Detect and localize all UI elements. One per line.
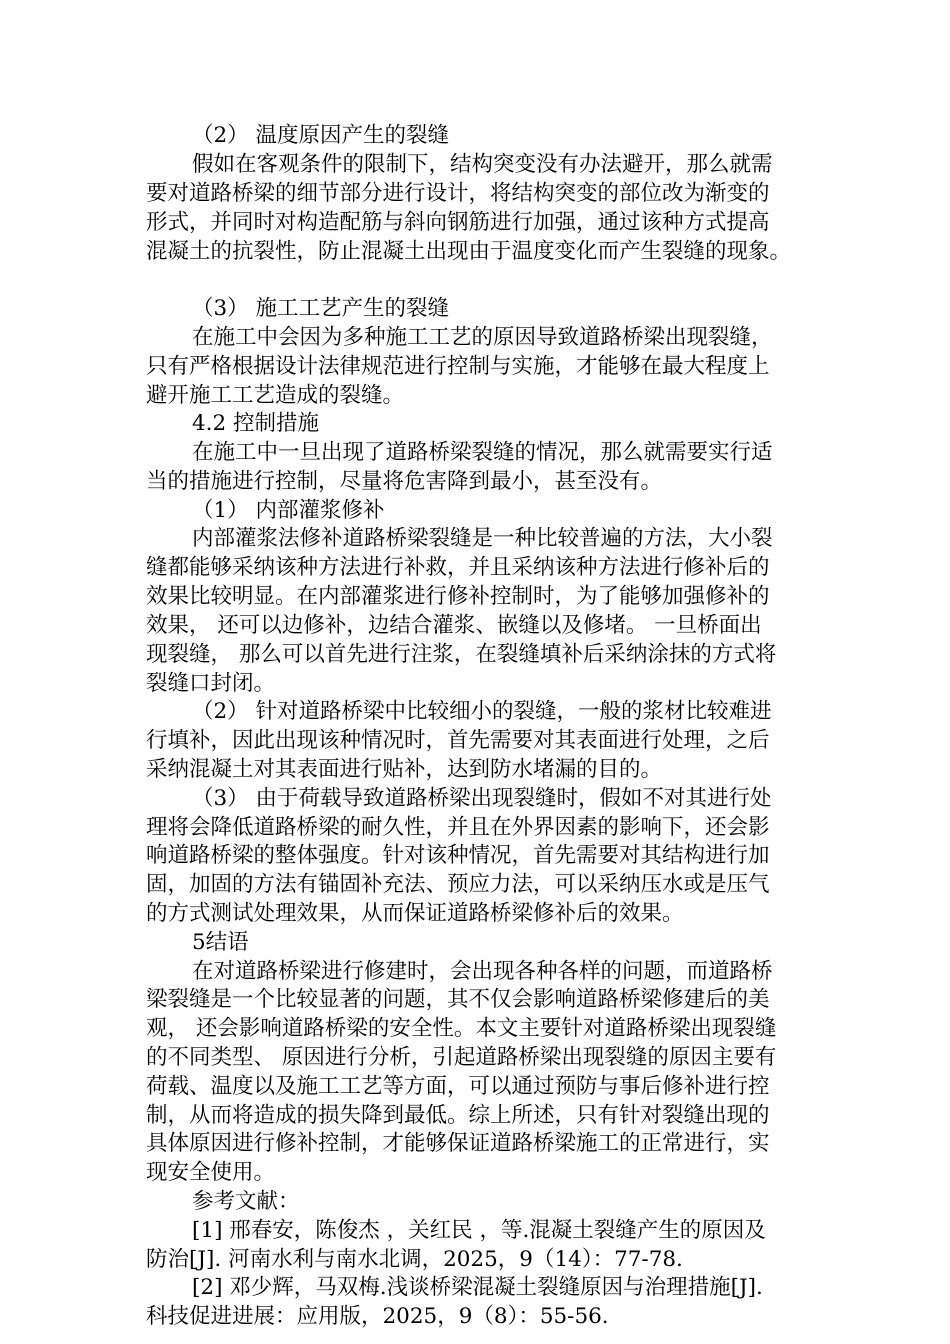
subheading-temperature-cracks: （2） 温度原因产生的裂缝 (192, 123, 450, 148)
text-line: 的方式测试处理效果，从而保证道路桥梁修补后的效果。 (146, 901, 684, 926)
text-line: 避开施工工艺造成的裂缝。 (146, 383, 405, 408)
text-line: 在施工中一旦出现了道路桥梁裂缝的情况，那么就需要实行适 (192, 440, 773, 465)
subheading-internal-grouting: （1） 内部灌浆修补 (192, 498, 385, 523)
text-line: 在施工中会因为多种施工工艺的原因导致道路桥梁出现裂缝， (192, 325, 773, 350)
text-line: 理将会降低道路桥梁的耐久性，并且在外界因素的影响下，还会影 (146, 815, 770, 840)
text-line: 效果比较明显。在内部灌浆进行修补控制时，为了能够加强修补的 (146, 584, 770, 609)
text-line: 梁裂缝是一个比较显著的问题，其不仅会影响道路桥梁修建后的美 (146, 987, 770, 1012)
text-line: 裂缝口封闭。 (146, 671, 276, 696)
text-line: 制，从而将造成的损失降到最低。综上所述，只有针对裂缝出现的 (146, 1103, 770, 1128)
text-line: 行填补，因此出现该种情况时，首先需要对其表面进行处理，之后 (146, 728, 770, 753)
text-line: 具体原因进行修补控制，才能够保证道路桥梁施工的正常进行，实 (146, 1131, 770, 1156)
text-line: 混凝土的抗裂性，防止混凝土出现由于温度变化而产生裂缝的现象。 (146, 239, 792, 264)
text-line: 假如在客观条件的限制下，结构突变没有办法避开，那么就需 (192, 152, 773, 177)
text-line: 固，加固的方法有锚固补充法、预应力法，可以采纳压水或是压气 (146, 872, 770, 897)
text-line: 现安全使用。 (146, 1160, 276, 1185)
text-line: 形式，并同时对构造配筋与斜向钢筋进行加强，通过该种方式提高 (146, 210, 770, 235)
section-heading-conclusion: 5结语 (192, 930, 249, 955)
text-line: 采纳混凝土对其表面进行贴补，达到防水堵漏的目的。 (146, 757, 663, 782)
reference-item-continued: 防治[J]. 河南水利与南水北调，2025，9（14）：77-78. (146, 1247, 683, 1272)
text-line: 在对道路桥梁进行修建时，会出现各种各样的问题，而道路桥 (192, 959, 773, 984)
reference-item: [1] 邢春安，陈俊杰 ，关红民 ，等.混凝土裂缝产生的原因及 (192, 1218, 766, 1243)
text-line: 观， 还会影响道路桥梁的安全性。本文主要针对道路桥梁出现裂缝 (146, 1016, 777, 1041)
text-line: （2） 针对道路桥梁中比较细小的裂缝，一般的浆材比较难进 (192, 699, 772, 724)
text-line: 响道路桥梁的整体强度。针对该种情况，首先需要对其结构进行加 (146, 843, 770, 868)
subheading-construction-cracks: （3） 施工工艺产生的裂缝 (192, 296, 450, 321)
text-line: （3） 由于荷载导致道路桥梁出现裂缝时，假如不对其进行处 (192, 786, 772, 811)
text-line: 内部灌浆法修补道路桥梁裂缝是一种比较普遍的方法，大小裂 (192, 526, 773, 551)
reference-item: [2] 邓少辉，马双梅.浅谈桥梁混凝土裂缝原因与治理措施[J]. (192, 1275, 763, 1300)
text-line: 要对道路桥梁的细节部分进行设计，将结构突变的部位改为渐变的 (146, 181, 770, 206)
text-line: 当的措施进行控制，尽量将危害降到最小，甚至没有。 (146, 469, 663, 494)
text-line: 效果， 还可以边修补，边结合灌浆、嵌缝以及修堵。 一旦桥面出 (146, 613, 762, 638)
text-line: 现裂缝， 那么可以首先进行注浆，在裂缝填补后采纳涂抹的方式将 (146, 642, 777, 667)
text-line: 荷载、温度以及施工工艺等方面，可以通过预防与事后修补进行控 (146, 1074, 770, 1099)
section-heading-control-measures: 4.2 控制措施 (192, 411, 320, 436)
reference-item-continued: 科技促进进展：应用版，2025，9（8）：55-56. (146, 1304, 609, 1329)
text-line: 缝都能够采纳该种方法进行补救，并且采纳该种方法进行修补后的 (146, 555, 770, 580)
references-heading: 参考文献： (192, 1189, 300, 1214)
text-line: 的不同类型、 原因进行分析，引起道路桥梁出现裂缝的原因主要有 (146, 1045, 777, 1070)
text-line: 只有严格根据设计法律规范进行控制与实施，才能够在最大程度上 (146, 354, 770, 379)
